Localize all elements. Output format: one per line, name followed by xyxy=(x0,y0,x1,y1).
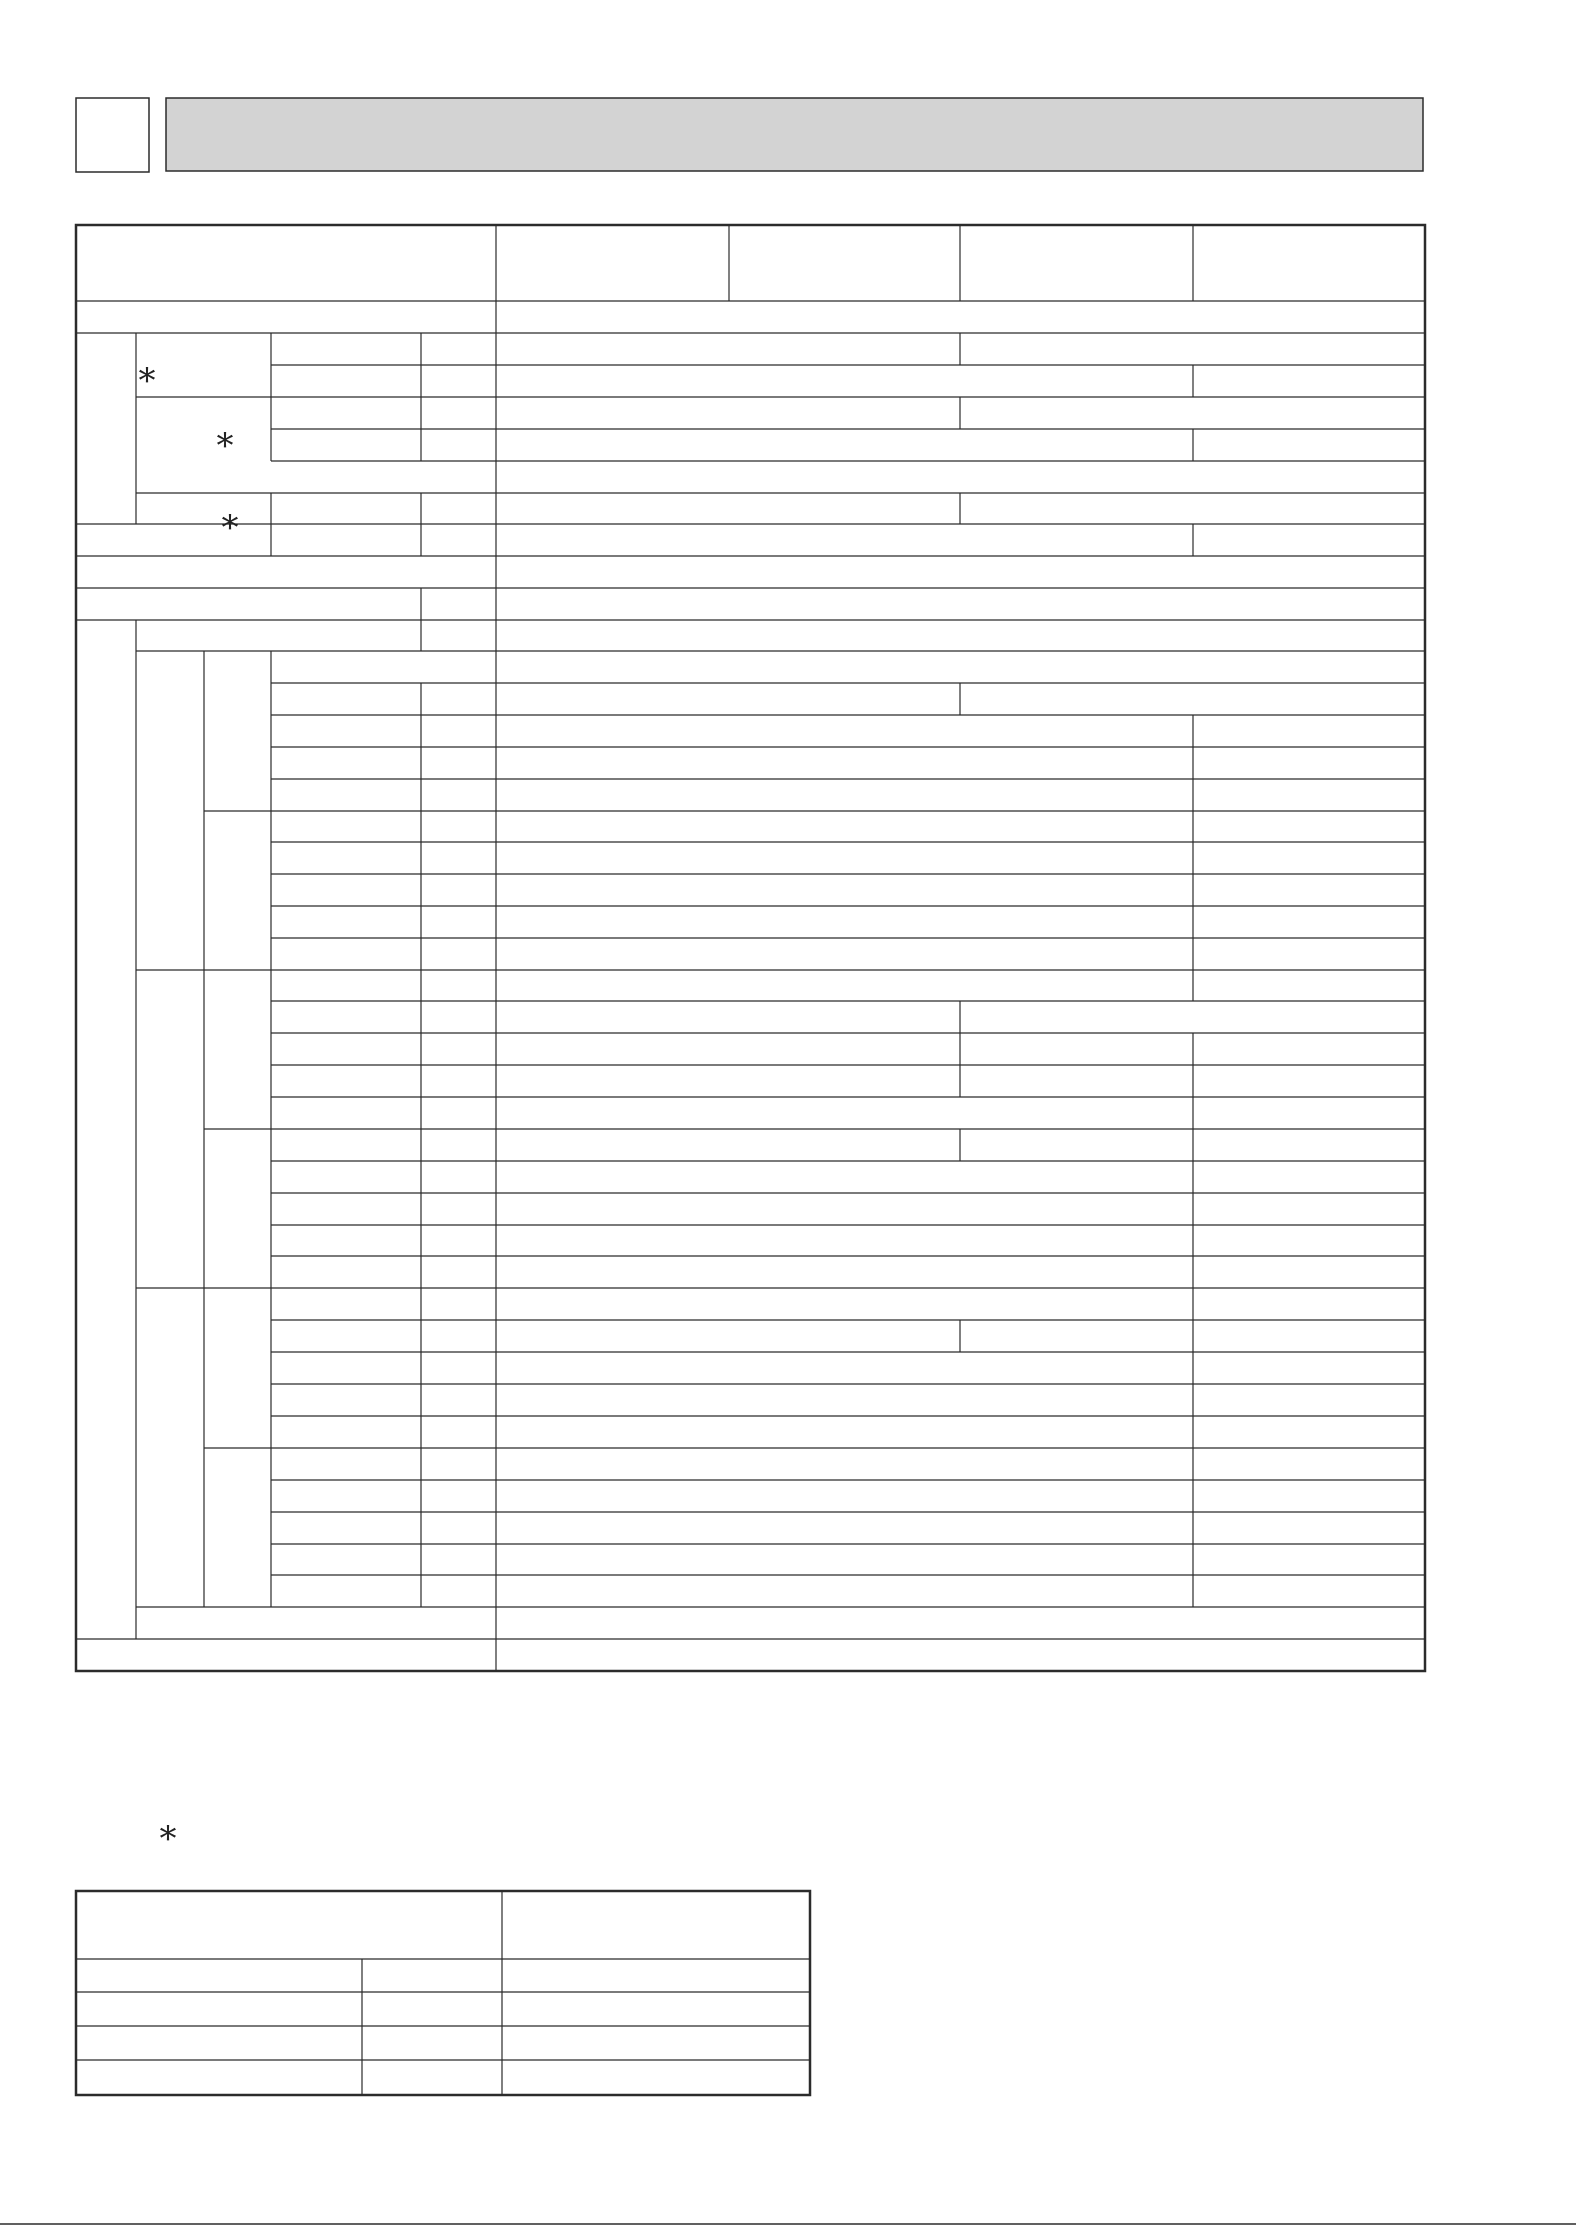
secondary-table-frame xyxy=(76,1891,810,2095)
secondary-table xyxy=(76,1891,810,2095)
section-number-box xyxy=(76,98,149,172)
asterisk-mark-1: * xyxy=(138,361,156,401)
asterisk-mark-3: * xyxy=(221,508,239,548)
section-title-bar xyxy=(166,98,1423,171)
specification-table xyxy=(76,225,1425,1671)
table-asterisk-marks xyxy=(139,361,239,548)
footnote xyxy=(160,1819,177,1859)
footnote-asterisk: * xyxy=(159,1819,177,1859)
asterisk-mark-2: * xyxy=(216,426,234,466)
section-header xyxy=(76,98,1423,172)
main-table-frame xyxy=(76,225,1425,1671)
